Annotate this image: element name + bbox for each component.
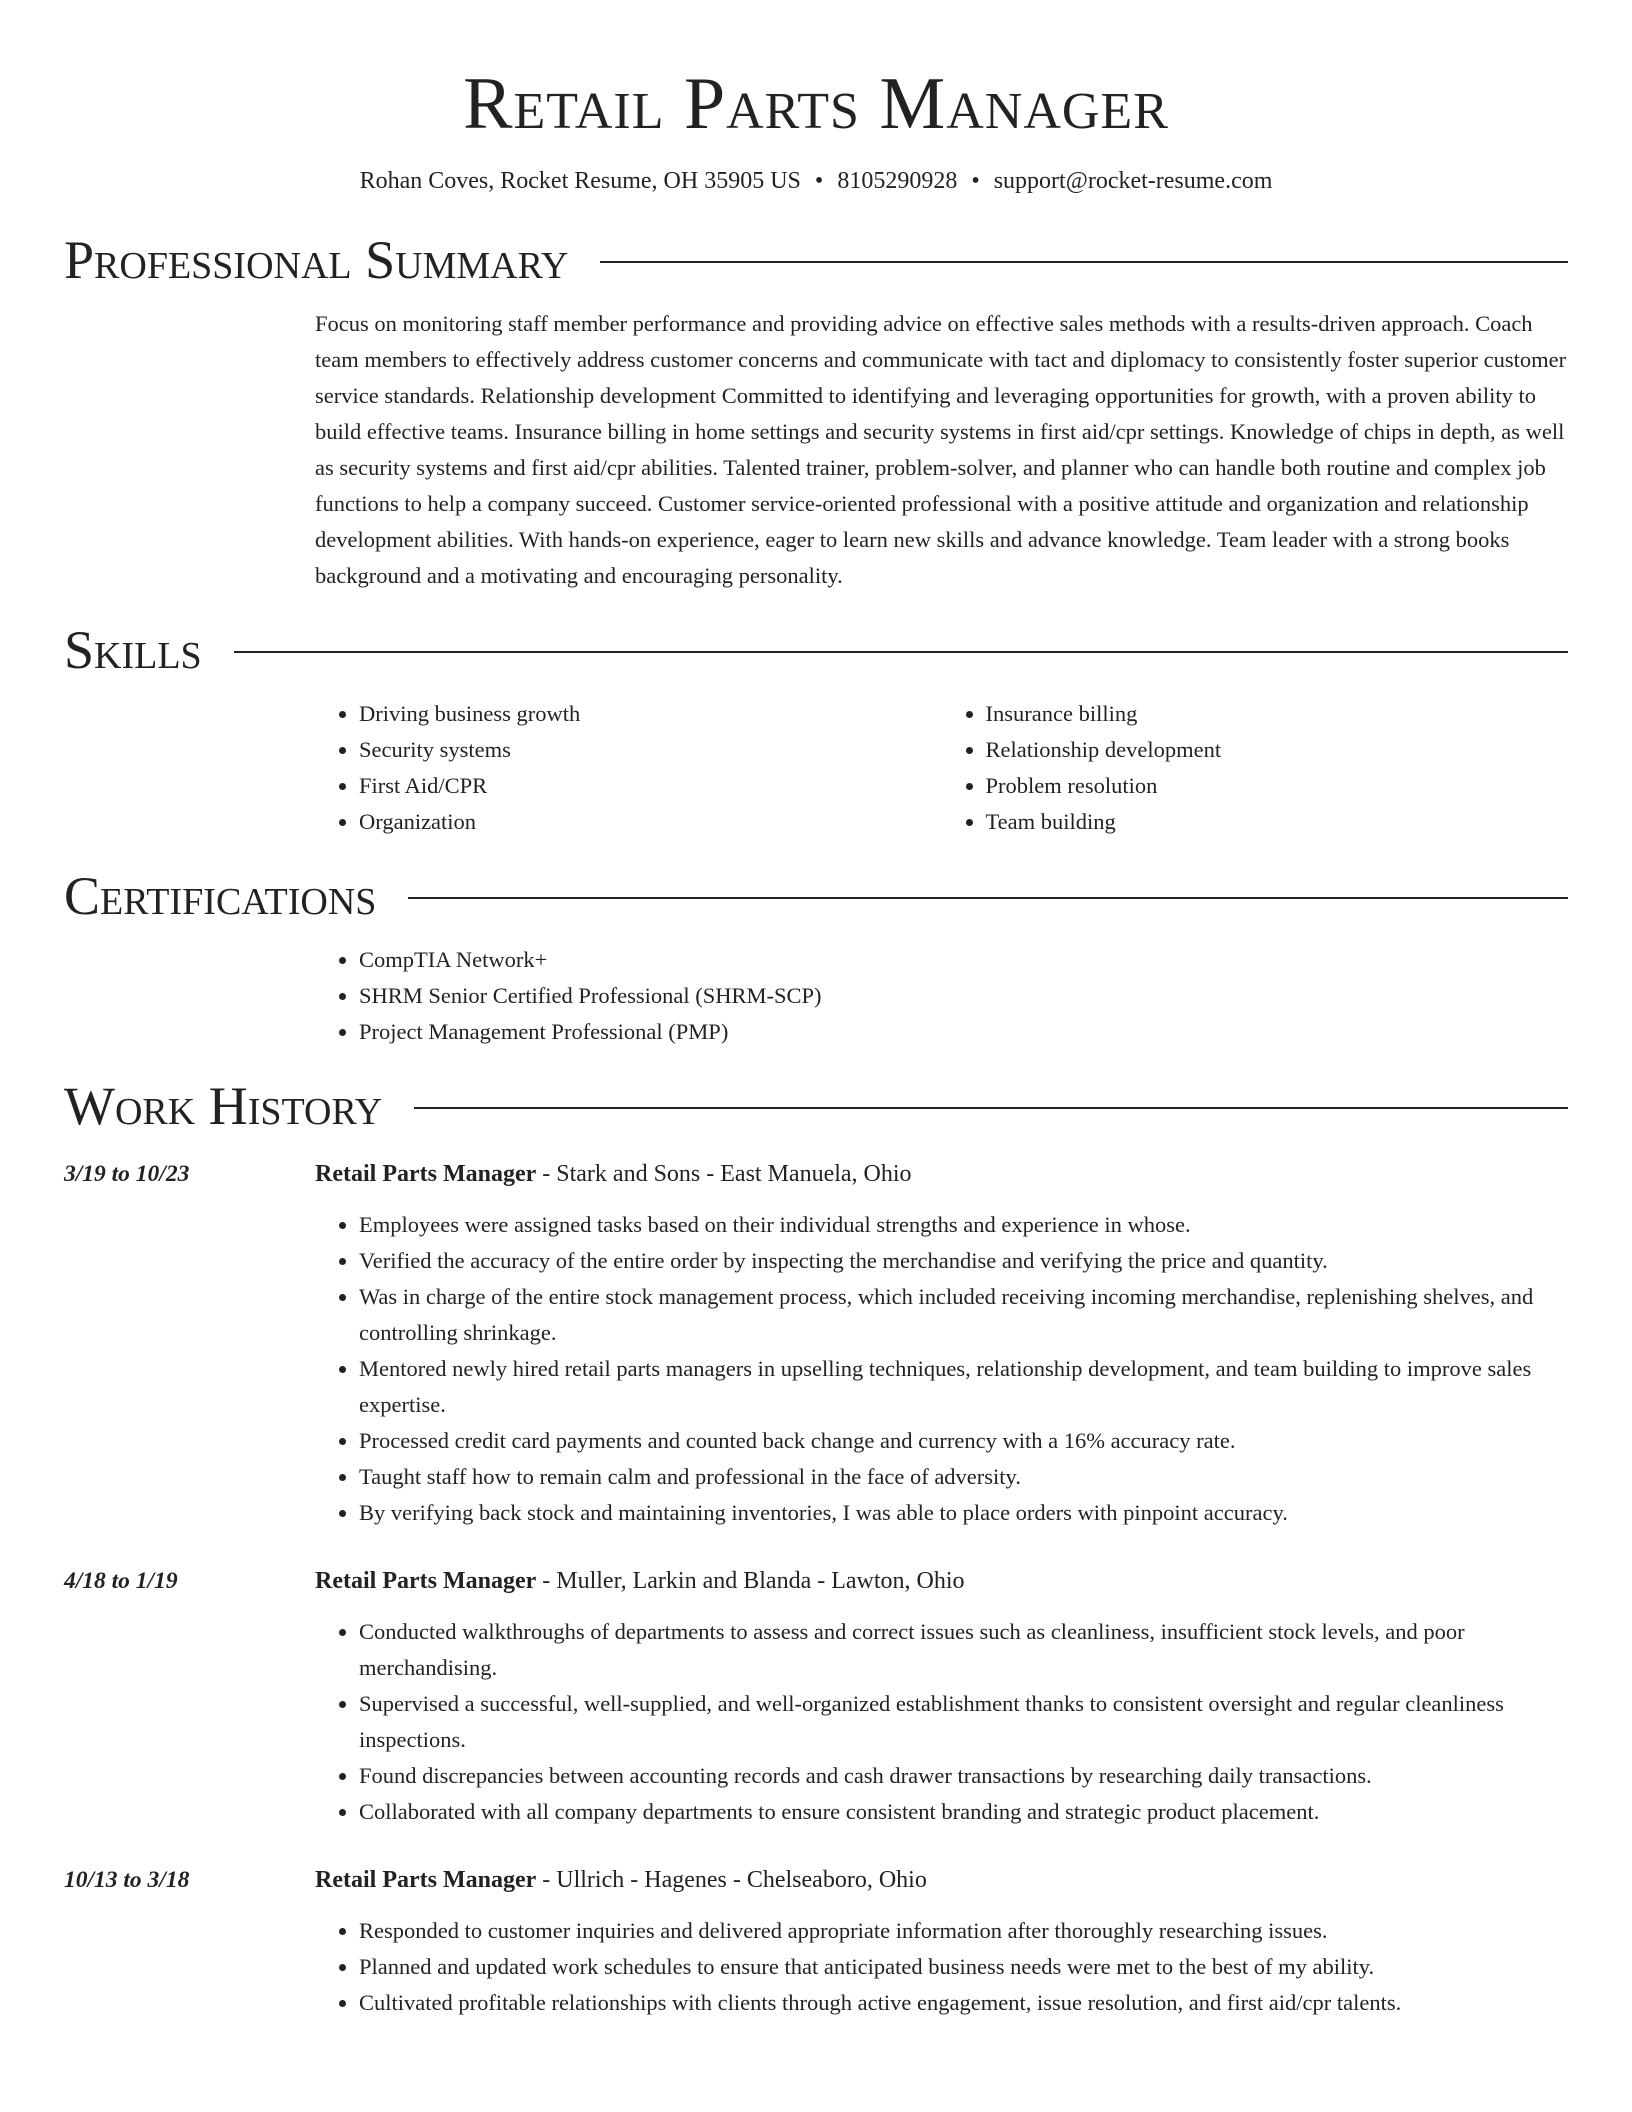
job-title: Retail Parts Manager xyxy=(315,1161,537,1187)
contact-separator: • xyxy=(971,168,980,194)
section-header-skills xyxy=(64,618,1568,682)
job-title: Retail Parts Manager xyxy=(315,1867,537,1893)
job-bullet: • Supervised a successful, well-supplied, and well-organized establishment thanks to consistent oversight and regular cleanliness inspections. xyxy=(359,1686,1568,1758)
job-bullet: • Was in charge of the entire stock management process, which included receiving incoming merchandise, replenishing shelves, and controlling shrinkage. xyxy=(359,1279,1568,1351)
job-dates: 10/13 to 3/18 xyxy=(64,1867,190,1893)
section-title-skills: Skills xyxy=(64,620,202,680)
job-bullet: • By verifying back stock and maintaining inventories, I was able to place orders with pinpoint accuracy. xyxy=(359,1495,1568,1531)
job-employer: - Stark and Sons - East Manuela, Ohio xyxy=(536,1161,912,1187)
job-bullets xyxy=(315,1207,1568,1531)
contact-line xyxy=(64,166,1568,196)
job-title: Retail Parts Manager xyxy=(315,1568,537,1594)
job-entry-2 xyxy=(64,1563,1568,1830)
job-bullet: • Verified the accuracy of the entire order by inspecting the merchandise and verifying the price and quantity. xyxy=(359,1243,1568,1279)
summary-block xyxy=(315,306,1568,594)
contact-separator: • xyxy=(814,168,824,194)
job-bullets xyxy=(315,1913,1568,2021)
job-bullet: • Responded to customer inquiries and delivered appropriate information after thoroughly researching issues. xyxy=(359,1913,1568,1949)
skill-item: • Security systems xyxy=(359,732,942,768)
job-bullets xyxy=(315,1614,1568,1830)
job-bullet: • Employees were assigned tasks based on their individual strengths and experience in whose. xyxy=(359,1207,1568,1243)
job-bullet: • Cultivated profitable relationships with clients through active engagement, issue resolution, and first aid/cpr talents. xyxy=(359,1985,1568,2021)
job-dates: 3/19 to 10/23 xyxy=(64,1161,190,1187)
job-bullet: • Collaborated with all company departments to ensure consistent branding and strategic product placement. xyxy=(359,1794,1568,1830)
skills-list-right xyxy=(942,696,1569,840)
contact-email[interactable]: support@rocket-resume.com xyxy=(993,168,1273,194)
section-header-work-history xyxy=(64,1074,1568,1138)
job-employer: - Muller, Larkin and Blanda - Lawton, Ohio xyxy=(536,1568,965,1594)
contact-address: Rohan Coves, Rocket Resume, OH 35905 US xyxy=(359,168,801,194)
section-header-summary xyxy=(64,228,1568,292)
job-entry-3 xyxy=(64,1862,1568,2021)
job-bullet: • Found discrepancies between accounting records and cash drawer transactions by researching daily transactions. xyxy=(359,1758,1568,1794)
section-header-certifications xyxy=(64,864,1568,928)
section-rule xyxy=(408,897,1568,899)
skill-item: • Relationship development xyxy=(986,732,1569,768)
skills-list-left xyxy=(315,696,942,840)
section-title-work-history: Work History xyxy=(64,1076,383,1136)
job-entry-1 xyxy=(64,1156,1568,1531)
contact-phone: 8105290928 xyxy=(837,168,958,194)
job-bullet: • Mentored newly hired retail parts managers in upselling techniques, relationship development, and team building to improve sales expertise. xyxy=(359,1351,1568,1423)
section-title-certifications: Certifications xyxy=(64,866,377,926)
job-bullet: • Processed credit card payments and counted back change and currency with a 16% accuracy rate. xyxy=(359,1423,1568,1459)
skill-item: • Team building xyxy=(986,804,1569,840)
certification-item: • CompTIA Network+ xyxy=(359,942,1568,978)
job-body xyxy=(315,1862,1568,2021)
skill-item: • Driving business growth xyxy=(359,696,942,732)
skill-item: • Problem resolution xyxy=(986,768,1569,804)
skills-block xyxy=(315,696,1568,840)
skill-item: • First Aid/CPR xyxy=(359,768,942,804)
section-rule xyxy=(414,1107,1568,1109)
summary-text: Focus on monitoring staff member performance and providing advice on effective sales methods with a results-driven approach. Coach team members to effectively address customer concerns and communicate with tact and diplomacy to consistently foster superior customer service standards. Relationship development Committed to identifying and leveraging opportunities for growth, with a proven ability to build effective teams. Insurance billing in home settings and security systems in first aid/cpr settings. Knowledge of chips in depth, as well as security systems and first aid/cpr abilities. Talented trainer, problem-solver, and planner who can handle both routine and complex job functions to help a company succeed. Customer service-oriented professional with a positive attitude and organization and relationship development abilities. With hands-on experience, eager to learn new skills and advance knowledge. Team leader with a strong books background and a motivating and encouraging personality. xyxy=(315,311,1567,588)
job-bullet: • Taught staff how to remain calm and professional in the face of adversity. xyxy=(359,1459,1568,1495)
section-title-summary: Professional Summary xyxy=(64,230,569,290)
job-body xyxy=(315,1563,1568,1830)
job-title-line xyxy=(315,1563,1568,1599)
section-rule xyxy=(234,651,1568,653)
certifications-list xyxy=(315,942,1568,1050)
job-body xyxy=(315,1156,1568,1531)
skill-item: • Insurance billing xyxy=(986,696,1569,732)
job-title-line xyxy=(315,1862,1568,1898)
certifications-block xyxy=(315,942,1568,1050)
section-rule xyxy=(600,261,1568,263)
job-dates: 4/18 to 1/19 xyxy=(64,1568,178,1594)
resume-page xyxy=(64,0,1568,2021)
certification-item: • SHRM Senior Certified Professional (SHRM-SCP) xyxy=(359,978,1568,1014)
skill-item: • Organization xyxy=(359,804,942,840)
job-employer: - Ullrich - Hagenes - Chelseaboro, Ohio xyxy=(536,1867,927,1893)
job-bullet: • Conducted walkthroughs of departments to assess and correct issues such as cleanliness, insufficient stock levels, and poor merchandising. xyxy=(359,1614,1568,1686)
resume-title: Retail Parts Manager xyxy=(463,63,1169,145)
job-title-line xyxy=(315,1156,1568,1192)
certification-item: • Project Management Professional (PMP) xyxy=(359,1014,1568,1050)
job-bullet: • Planned and updated work schedules to ensure that anticipated business needs were met to the best of my ability. xyxy=(359,1949,1568,1985)
